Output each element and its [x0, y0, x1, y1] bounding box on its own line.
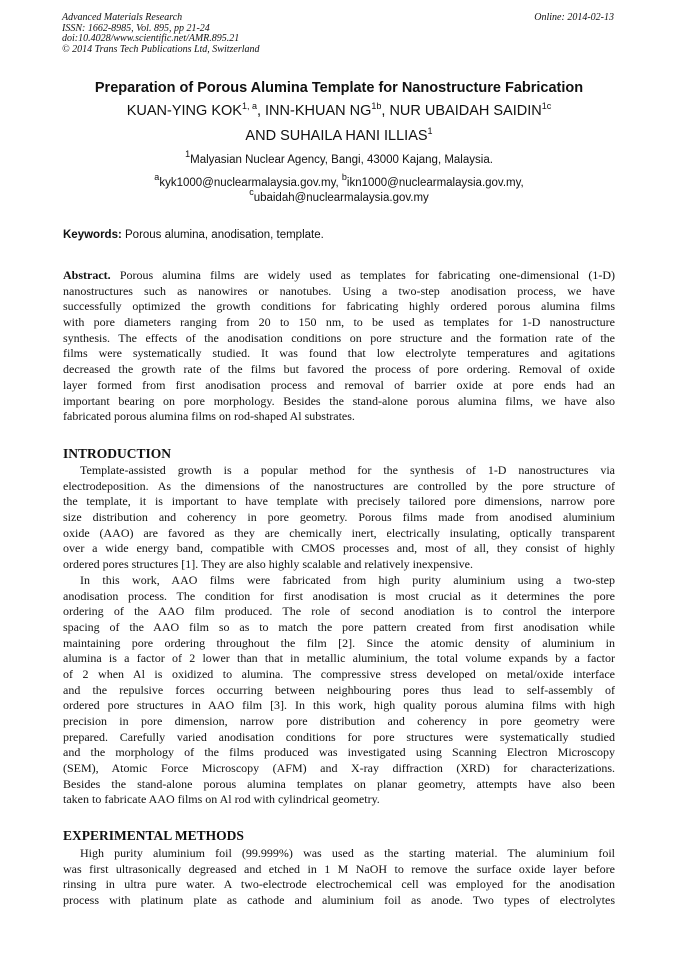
author-name: NUR UBAIDAH SAIDIN [389, 103, 542, 119]
author-sup: 1 [427, 126, 433, 136]
intro-line: anodisation process. The condition for first anodisation is most crucial as it determines the pore [63, 588, 615, 603]
intro-line: In this work, AAO films were fabricated from high purity aluminium using a two-step [80, 572, 615, 587]
email-link[interactable]: ubaidah@nuclearmalaysia.gov.my [253, 192, 429, 204]
email-sup: a [154, 172, 160, 182]
intro-line: ordered pore structures in AAO film [3]. In this work, high quality porous alumina films with high [63, 698, 615, 713]
paper-title: Preparation of Porous Alumina Template for Nanostructure Fabrication [94, 80, 584, 96]
issn: ISSN: 1662-8985, Vol. 895, pp 21-24 [62, 22, 210, 34]
keywords-text: Porous alumina, anodisation, template. [125, 229, 324, 241]
journal-header [62, 13, 614, 55]
email-link[interactable]: ikn1000@nuclearmalaysia.gov.my, [346, 177, 524, 189]
affiliation [0, 149, 678, 166]
intro-line: of 2 when Al is oxidized to alumina. The compressive stress developed on metal/oxide interface [63, 666, 615, 681]
abstract-line: layer formed from first anodisation process and removal of barrier oxide at pore ends had an [63, 377, 615, 392]
online-date: Online: 2014-02-13 [534, 12, 614, 23]
intro-line: electrodeposition. As the dimensions of the nanostructures are controlled by the pore structure of [63, 478, 615, 493]
author-name: AND SUHAILA HANI ILLIAS [245, 128, 428, 144]
emails-line-2 [0, 187, 678, 204]
intro-line: spacing of the AAO film so as to match the pore pattern created from first anodisation while [63, 619, 615, 634]
affiliation-sup: 1 [185, 149, 191, 159]
intro-line: the template, it is important to have template with precisely tailored pore dimensions, narrow pore [63, 494, 615, 509]
abstract-line: decreased the growth rate of the films but favored the process of pore ordering. Removal of oxide [63, 362, 615, 377]
author-name: KUAN-YING KOK [126, 103, 242, 119]
abstract-line: nanostructures such as nanowires or nanotubes. Using a two-step anodisation process, we have [63, 283, 615, 298]
email-sup: c [249, 187, 254, 197]
keywords-label: Keywords: [63, 229, 122, 241]
authors-line-1: KUAN-YING KOK$^{1, a}$, INN-KHUAN $NG^{1b}$, NUR UBAIDAH $SAIDIN^{1c}$ [126, 101, 552, 119]
email-link[interactable]: kyk1000@nuclearmalaysia.gov.my, [159, 177, 339, 189]
author-sup: 1b [371, 101, 382, 111]
intro-line: (SEM), Atomic Force Microscopy (AFM) and X-ray diffraction (XRD) for characterizations. [63, 761, 615, 776]
authors-line-2 [0, 128, 678, 144]
intro-line: alumina is a factor of 2 lower than that in metallic aluminium, the total volume expands by a factor [63, 651, 615, 666]
author-sup: 1c [541, 101, 552, 111]
methods-body [63, 846, 615, 909]
methods-line: was first ultrasonically degreased and etched in 1 M NaOH to remove the surface oxide layer before [63, 861, 615, 876]
journal-name: Advanced Materials Research [62, 12, 183, 23]
copyright: © 2014 Trans Tech Publications Ltd, Switzerland [62, 43, 260, 55]
emails-line-1 [0, 172, 678, 189]
author-name: INN-KHUAN NG [265, 103, 372, 119]
intro-line: oxide (AAO) are favored as they are chemically inert, electrically insulating, optically transparent [63, 525, 615, 540]
intro-line: over a wide energy band, compatible with CMOS processes and, most of all, they consist of highly [63, 541, 615, 556]
affiliation-text: Malyasian Nuclear Agency, Bangi, 43000 Kajang, Malaysia. [190, 154, 493, 166]
introduction-heading: INTRODUCTION [63, 446, 172, 461]
intro-line: Besides the stand-alone porous alumina templates on planar geometry, attempts have also been [63, 776, 615, 791]
intro-line: and the morphology of the films produced was investigated using Scanning Electron Microscopy [63, 745, 615, 760]
keywords [63, 229, 324, 241]
intro-line: taken to fabricate AAO films on Al rod with cylindrical geometry. [63, 792, 380, 807]
journal-info [62, 13, 614, 55]
email-sup: b [341, 172, 347, 182]
methods-line: High purity aluminium foil (99.999%) was used as the starting material. The aluminium foil [80, 846, 615, 860]
methods-line: rinsing in ultra pure water. A two-electrode electrochemical cell was employed for the anodisation [63, 877, 615, 892]
author-sup: 1, a [241, 101, 257, 111]
introduction-body [63, 463, 615, 808]
abstract [63, 268, 615, 425]
doi: doi:10.4028/www.scientific.net/AMR.895.21 [62, 33, 240, 44]
intro-line: Template-assisted growth is a popular method for the synthesis of 1-D nanostructures via [80, 463, 615, 477]
intro-line: and the repulsive forces occurring between neighbouring pores thus lead to self-assembly of [63, 682, 615, 697]
abstract-line: synthesis. The effects of the anodisation conditions on pore structure and the formation rate of the [63, 330, 615, 345]
abstract-line: films were systematically studied. It was found that low electrolyte temperatures and agitations [63, 346, 615, 361]
intro-line: maintaining pore ordering throughout the film [2]. Since the atomic density of aluminium in [63, 635, 615, 650]
intro-line: prepared. Carefully varied anodisation conditions for pore structures were systematically studied [63, 729, 615, 744]
methods-heading: EXPERIMENTAL METHODS [63, 828, 244, 843]
abstract-line: successfully optimized the growth conditions for fabricating highly ordered porous alumina films [63, 299, 615, 314]
intro-line: ordering of the AAO film produced. The role of second anodiation is to control the interpore [63, 604, 615, 619]
abstract-line: with pore diameters ranging from 20 to 150 nm, to be used as templates for 1-D nanostructure [63, 315, 615, 330]
intro-line: precision in pore dimension, narrow pore distribution and coherency in pore geometry were [63, 714, 615, 728]
intro-line: size distribution and coherency in pore geometry. Porous films made from anodised aluminium [63, 510, 615, 525]
abstract-line: important bearing on pore morphology. Besides the stand-alone porous alumina films, we have also [63, 393, 615, 408]
abstract-line: fabricated porous alumina films on rod-shaped Al substrates. [63, 409, 355, 424]
abstract-label: Abstract. [63, 268, 111, 282]
abstract-line: Abstract. Porous alumina films are widely used as templates for fabricating one-dimensional (1-D) [63, 268, 615, 282]
intro-line: ordered pores structures [1]. They are also highly scalable and relatively inexpensive. [63, 557, 473, 572]
methods-line: process with platinum plate as cathode and aluminium foil as anode. Two types of electrolytes [63, 893, 615, 908]
